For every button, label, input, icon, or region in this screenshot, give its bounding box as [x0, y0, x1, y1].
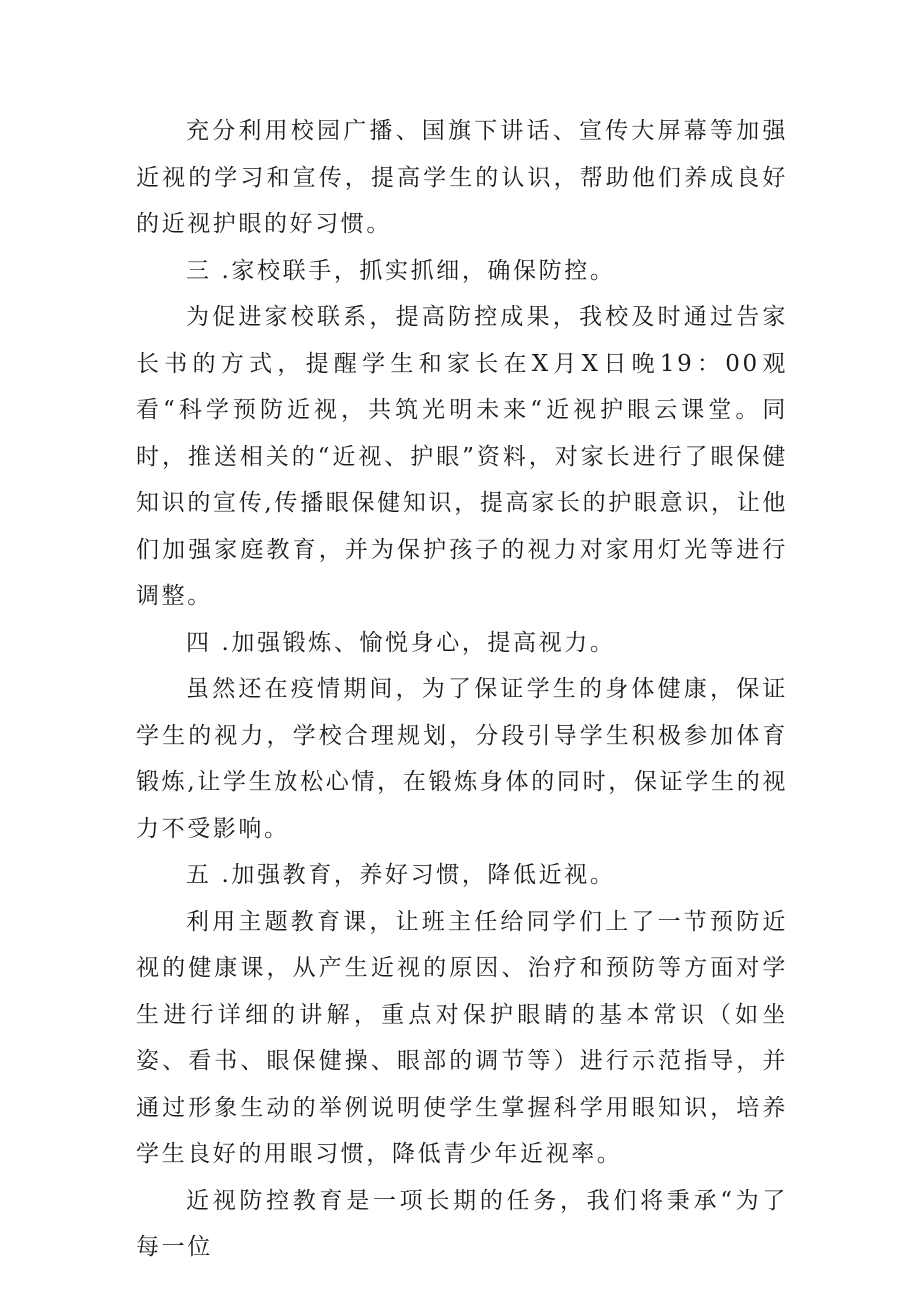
- paragraph-exercise: 虽然还在疫情期间，为了保证学生的身体健康，保证学生的视力，学校合理规划，分段引导学生积极参加体育锻炼,让学生放松心情，在锻炼身体的同时，保证学生的视力不受影响。: [136, 676, 788, 842]
- paragraph-home-school: 为促进家校联系，提高防控成果，我校及时通过告家长书的方式，提醒学生和家长在X月X日晚19：00观看“科学预防近视，共筑光明未来“近视护眼云课堂。同时，推送相关的“近视、护眼”资料，对家长进行了眼保健知识的宣传,传播眼保健知识，提高家长的护眼意识，让他们加强家庭教育，并为保护孩子的视力对家用灯光等进行调整。: [136, 304, 788, 609]
- section-heading-4: 四 .加强锻炼、愉悦身心，提高视力。: [186, 629, 616, 656]
- paragraph-closing: 近视防控教育是一项长期的任务，我们将秉承“为了每一位: [136, 1187, 788, 1260]
- document-body: [136, 108, 788, 1271]
- section-heading-5: 五 .加强教育，养好习惯，降低近视。: [186, 862, 616, 888]
- section-heading-3: 三 .家校联手，抓实抓细，确保防控。: [186, 257, 616, 284]
- paragraph-education: 利用主题教育课，让班主任给同学们上了一节预防近视的健康课，从产生近视的原因、治疗和预防等方面对学生进行详细的讲解，重点对保护眼睛的基本常识（如坐姿、看书、眼保健操、眼部的调节等）进行示范指导，并通过形象生动的举例说明使学生掌握科学用眼知识，培养学生良好的用眼习惯，降低青少年近视率。: [136, 908, 788, 1167]
- paragraph-publicity: 充分利用校园广播、国旗下讲话、宣传大屏幕等加强近视的学习和宣传，提高学生的认识，帮助他们养成良好的近视护眼的好习惯。: [136, 118, 788, 237]
